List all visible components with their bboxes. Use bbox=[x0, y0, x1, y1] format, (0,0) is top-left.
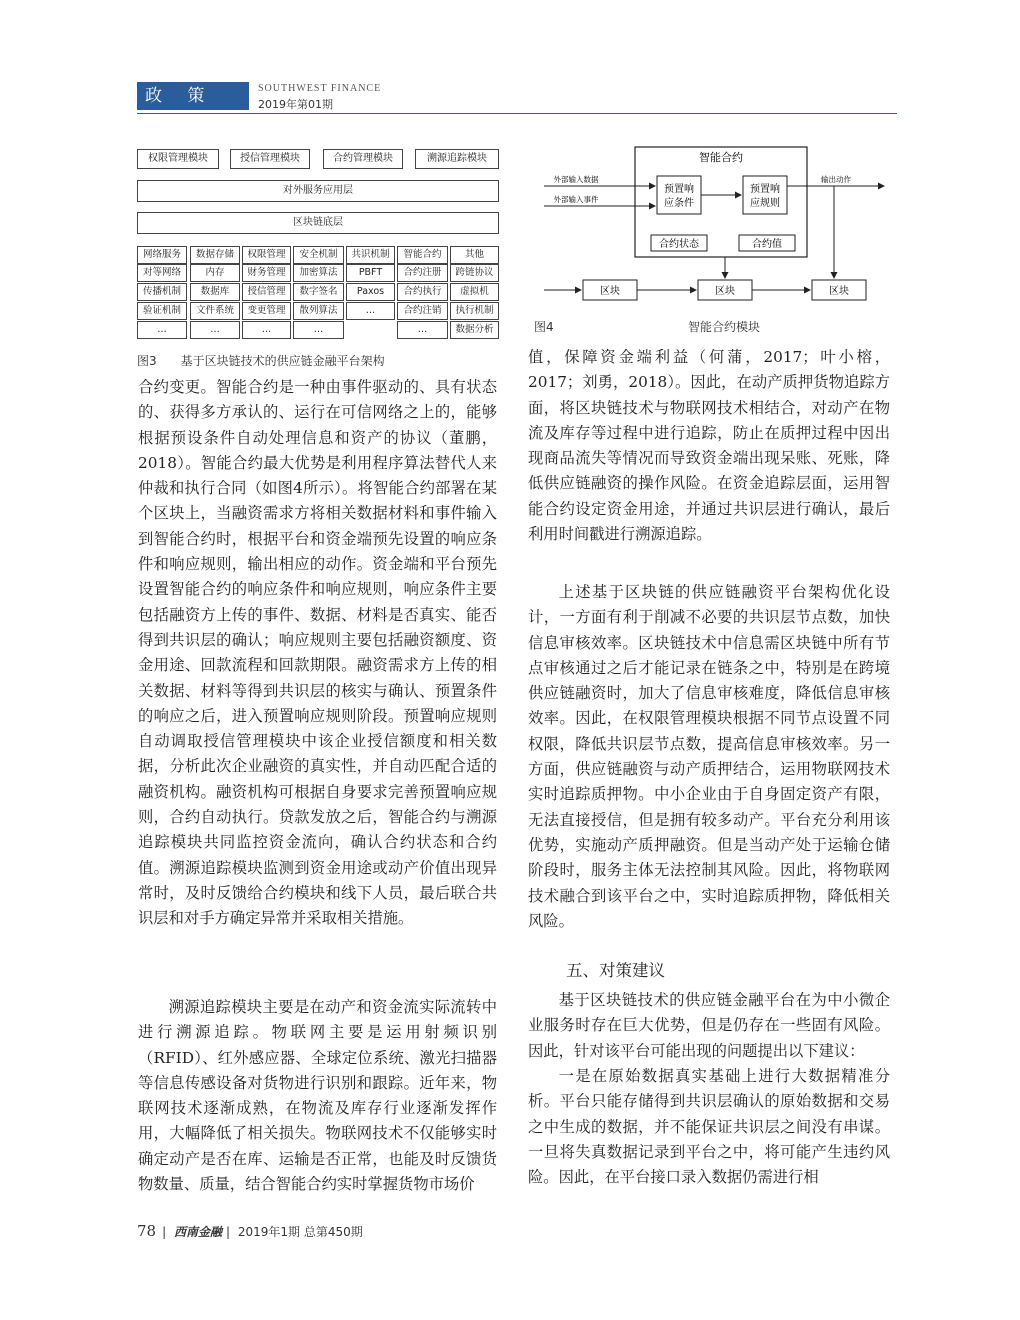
fig4-block-2: 区块 bbox=[715, 286, 735, 297]
component-cell: 其他 bbox=[450, 246, 499, 264]
left-paragraph-1: 合约变更。智能合约是一种由事件驱动的、具有状态的、获得多方承认的、运行在可信网络之上的，能够根据预设条件自动处理信息和资产的协议（董鹏，2018）。智能合约最大优势是利用程序算法替代人来仲裁和执行合同（如图4所示）。将智能合约部署在某个区块上，当融资需求方将相关数据材料和事件输入到智能合约时，根据平台和资金端预先设置的响应条件和响应规则，输出相应的动作。资金端和平台预先设置智能合约的响应条件和响应规则，响应条件主要包括融资方上传的事件、数据、材料是否真实、能否得到共识层的确认；响应规则主要包括融资额度、资金用途、回款流程和回款期限。融资需求方上传的相关数据、材料等得到共识层的核实与确认、预置条件的响应之后，进入预置响应规则阶段。预置响应规则自动调取授信管理模块中该企业授信额度和相关数据，分析此次企业融资的真实性，并自动匹配合适的融资机构。融资机构可根据自身要求完善预置响应规则，合约自动执行。贷款发放之后，智能合约与溯源追踪模块共同监控资金流向，确认合约状态和合约值。溯源追踪模块监测到资金用途或动产价值出现异常时，及时反馈给合约模块和线下人员，最后联合共识层和对手方确定异常并采取相关措施。 bbox=[138, 378, 497, 928]
component-cell: Paxos bbox=[346, 283, 395, 301]
component-cell: PBFT bbox=[346, 264, 395, 282]
component-cell: 智能合约 bbox=[397, 246, 448, 264]
journal-name-cn: 西南金融 bbox=[173, 1225, 222, 1239]
component-cell: 网络服务 bbox=[137, 246, 187, 264]
issue-label: 2019年第01期 bbox=[258, 98, 333, 111]
fig4-preset-cond-1: 预置响 bbox=[664, 184, 694, 195]
fig4-value: 合约值 bbox=[752, 239, 782, 250]
component-cell: 合约注册 bbox=[397, 264, 448, 282]
component-cell: … bbox=[137, 321, 187, 339]
component-cell: 财务管理 bbox=[242, 264, 291, 282]
footer-issue: 2019年1期 总第450期 bbox=[237, 1225, 363, 1239]
fig4-preset-rule-2: 应规则 bbox=[750, 198, 780, 209]
component-cell: 数据存储 bbox=[190, 246, 240, 264]
fig4-title: 智能合约 bbox=[699, 151, 743, 164]
component-cell: 加密算法 bbox=[293, 264, 344, 282]
figure-3-caption: 图3 基于区块链技术的供应链金融平台架构 bbox=[137, 354, 385, 368]
fig4-block-3: 区块 bbox=[829, 286, 849, 297]
component-cell: 合约执行 bbox=[397, 283, 448, 301]
component-cell: 数字签名 bbox=[293, 283, 344, 301]
component-cell: … bbox=[242, 321, 291, 339]
left-paragraph-2: 溯源追踪模块主要是在动产和资金流实际流转中进行溯源追踪。物联网主要是运用射频识别（RFID）、红外感应器、全球定位系统、激光扫描器等信息传感设备对货物进行识别和跟踪。近年来，物联网技术逐渐成熟，在物流及库存行业逐渐发挥作用，大幅降低了相关损失。物联网技术不仅能够实时确定动产是否在库、运输是否正常，也能及时反馈货物数量、质量，结合智能合约实时掌握货物市场价 bbox=[138, 998, 497, 1194]
module-credit: 授信管理模块 bbox=[230, 149, 310, 169]
module-permission: 权限管理模块 bbox=[137, 149, 219, 169]
component-cell: … bbox=[293, 321, 344, 339]
component-cell: 授信管理 bbox=[242, 283, 291, 301]
component-cell: … bbox=[346, 302, 395, 320]
fig4-state: 合约状态 bbox=[659, 239, 699, 250]
page-footer: 78 | 西南金融 | 2019年1期 总第450期 bbox=[137, 1222, 363, 1240]
component-cell: … bbox=[397, 321, 448, 339]
right-paragraph-2: 上述基于区块链的供应链融资平台架构优化设计，一方面有利于削减不必要的共识层节点数，加快信息审核效率。区块链技术中信息需区块链中所有节点审核通过之后才能记录在链条之中，特别是在跨境供应链融资时，加大了信息审核难度，降低信息审核效率。因此，在权限管理模块根据不同节点设置不同权限，降低共识层节点数，提高信息审核效率。另一方面，供应链融资与动产质押结合，运用物联网技术实时追踪质押物。中小企业由于自身固定资产有限，无法直接授信，但是拥有较多动产。平台充分利用该优势，实施动产质押融资。但是当动产处于运输仓储阶段时，服务主体无法控制其风险。因此，将物联网技术融合到该平台之中，实时追踪质押物，降低相关风险。 bbox=[528, 583, 890, 930]
right-paragraph-4: 一是在原始数据真实基础上进行大数据精准分析。平台只能存储得到共识层确认的原始数据和交易之中生成的数据，并不能保证共识层之间没有串谋。一旦将失真数据记录到平台之中，将可能产生违约风险。因此，在平台接口录入数据仍需进行相 bbox=[528, 1067, 890, 1187]
header-rule bbox=[137, 113, 897, 114]
component-cell: 对等网络 bbox=[137, 264, 187, 282]
module-trace: 溯源追踪模块 bbox=[415, 149, 499, 169]
component-cell: 共识机制 bbox=[346, 246, 395, 264]
fig4-block-1: 区块 bbox=[600, 286, 620, 297]
component-cell: 数据库 bbox=[190, 283, 240, 301]
fig4-input-event: 外部输入事件 bbox=[553, 195, 599, 204]
component-cell: 变更管理 bbox=[242, 302, 291, 320]
section-label: 政 策 研 究 bbox=[137, 82, 249, 110]
right-paragraph-1: 值，保障资金端利益（何蒲，2017；叶小榕，2017；刘勇，2018）。因此，在动产质押货物追踪方面，将区块链技术与物联网技术相结合，对动产在物流及库存等过程中进行追踪，防止在质押过程中因出现商品流失等情况而导致资金端出现呆账、死账，降低供应链融资的操作风险。在资金追踪层面，运用智能合约设定资金用途，并通过共识层进行确认，最后利用时间戳进行溯源追踪。 bbox=[528, 348, 890, 544]
component-cell: 安全机制 bbox=[293, 246, 344, 264]
page-number: 78 bbox=[137, 1222, 157, 1240]
component-cell: 虚拟机 bbox=[450, 283, 499, 301]
fig4-output: 输出动作 bbox=[821, 175, 851, 184]
section-heading: 五、对策建议 bbox=[566, 961, 665, 980]
component-cell: 合约注销 bbox=[397, 302, 448, 320]
module-contract: 合约管理模块 bbox=[323, 149, 403, 169]
service-layer: 对外服务应用层 bbox=[137, 180, 499, 202]
component-cell: 内存 bbox=[190, 264, 240, 282]
component-cell: 验证机制 bbox=[137, 302, 187, 320]
component-cell: … bbox=[190, 321, 240, 339]
figure-3-architecture bbox=[137, 145, 499, 345]
fig4-preset-cond-2: 应条件 bbox=[664, 198, 694, 209]
component-cell: 权限管理 bbox=[242, 246, 291, 264]
component-cell: 执行机制 bbox=[450, 302, 499, 320]
journal-name-en: SOUTHWEST FINANCE bbox=[258, 83, 382, 94]
figure-4-diagram bbox=[534, 145, 896, 317]
fig4-preset-rule-1: 预置响 bbox=[750, 184, 780, 195]
base-layer: 区块链底层 bbox=[137, 212, 499, 234]
component-cell: 文件系统 bbox=[190, 302, 240, 320]
component-cell: 数据分析 bbox=[450, 321, 499, 339]
figure-4-smart-contract bbox=[534, 145, 896, 317]
figure-4-caption-number: 图4 bbox=[534, 320, 554, 334]
fig4-input-data: 外部输入数据 bbox=[553, 175, 599, 184]
figure-4-caption-text: 智能合约模块 bbox=[688, 320, 761, 334]
right-paragraph-3: 基于区块链技术的供应链金融平台在为中小微企业服务时存在巨大优势，但是仍存在一些固有风险。因此，针对该平台可能出现的问题提出以下建议： bbox=[528, 991, 890, 1060]
component-cell: 跨链协议 bbox=[450, 264, 499, 282]
component-cell: 传播机制 bbox=[137, 283, 187, 301]
component-cell: 散列算法 bbox=[293, 302, 344, 320]
